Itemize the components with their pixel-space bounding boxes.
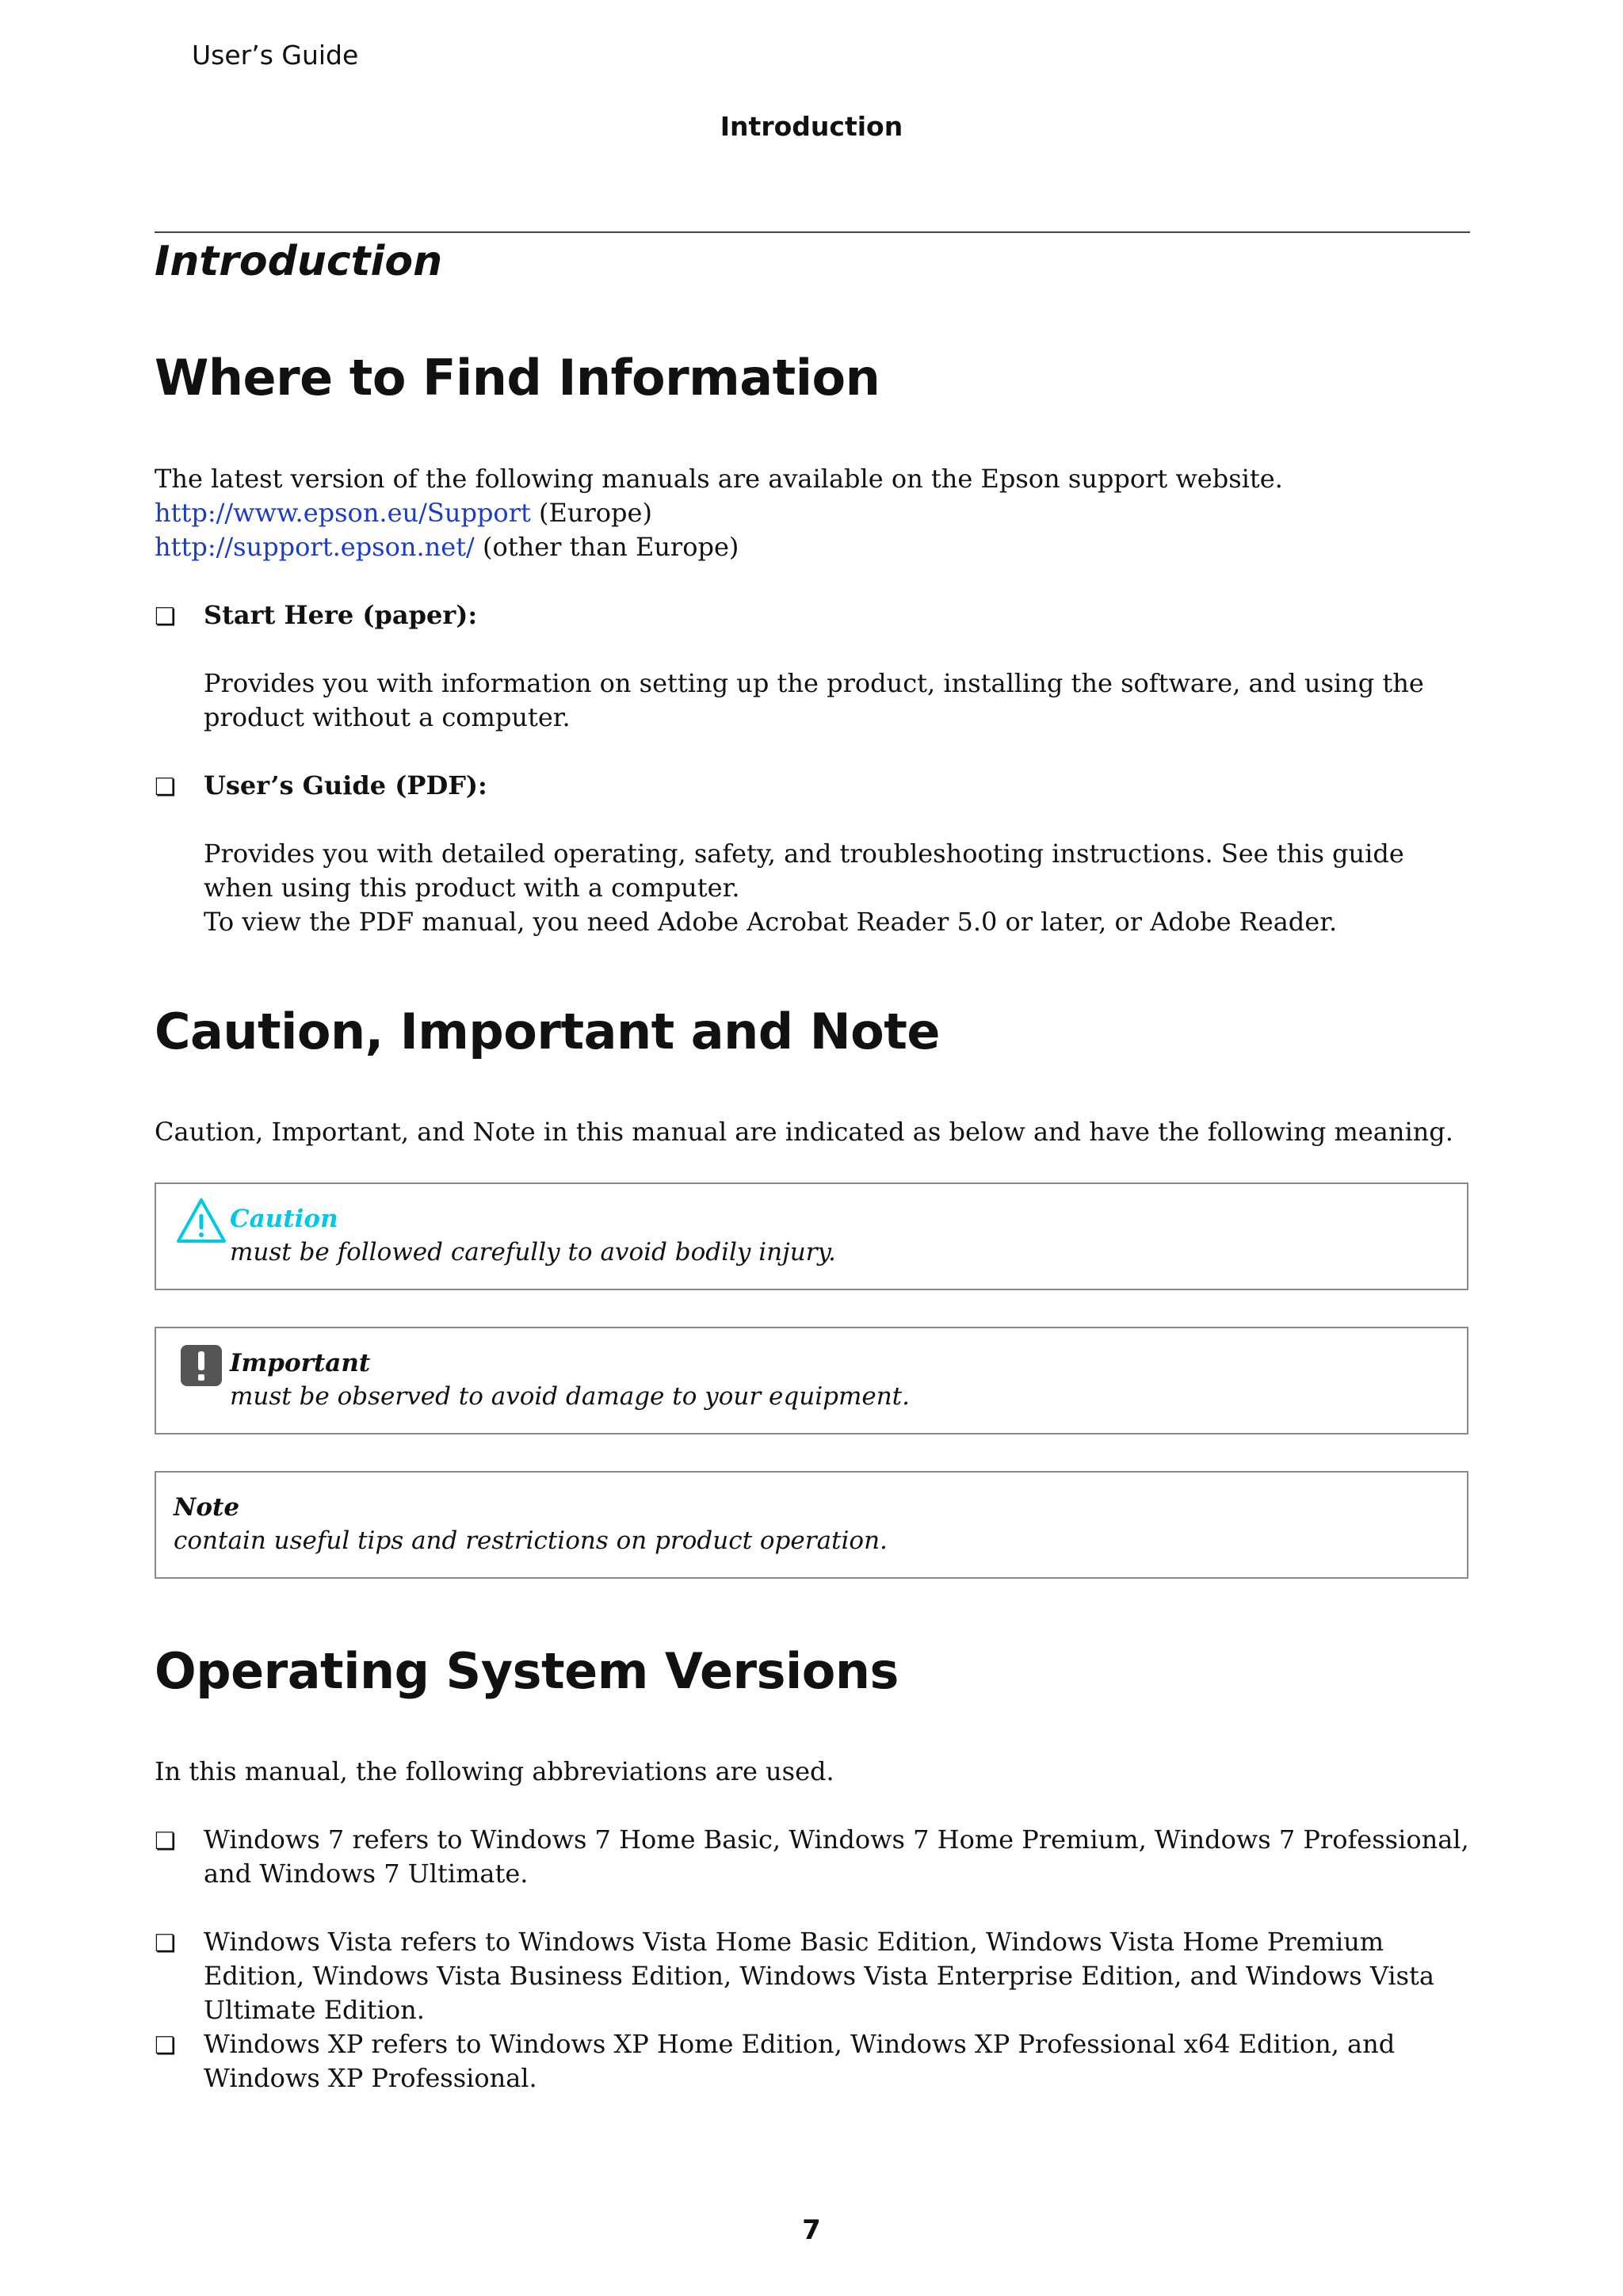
os-item-windows-xp: Windows XP refers to Windows XP Home Edition, Windows XP Professional x64 Edition, and Windows XP Professional. [204,2029,1396,2093]
running-header-title: User’s Guide [192,40,359,71]
checkbox-bullet-icon: ❏ [155,1828,176,1855]
exclamation-icon [180,1344,223,1387]
caution-title: Caution [230,1205,338,1233]
section-heading-caution: Caution, Important and Note [155,1003,940,1060]
manual-item-desc-users-guide [204,837,1472,939]
manual-item-title-users-guide: User’s Guide (PDF): [204,770,487,800]
link-europe-suffix: (Europe) [530,498,652,528]
manual-item-title-start-here: Start Here (paper): [204,600,478,630]
manual-item-desc-users-guide-line1: Provides you with detailed operating, safety, and troubleshooting instructions. See this guide when using this product with a computer. [204,839,1404,903]
manual-item-desc-start-here: Provides you with information on setting up the product, installing the software, and using the product without a computer. [204,668,1424,732]
note-body: contain useful tips and restrictions on product operation. [174,1526,888,1555]
link-other-suffix: (other than Europe) [474,532,739,562]
warning-triangle-icon [175,1197,227,1244]
link-epson-net[interactable]: http://support.epson.net/ [155,532,475,562]
running-header-chapter: Introduction [720,111,903,142]
link-row-europe [155,496,1470,530]
os-item-windows-vista: Windows Vista refers to Windows Vista Home Basic Edition, Windows Vista Home Premium Edition, Windows Vista Business Edition, Windows Vista Enterprise Edition, and Windows Vista Ultimate Edition. [204,1927,1434,2025]
caution-body: must be followed carefully to avoid bodily injury. [230,1238,836,1266]
where-intro [155,462,1470,564]
caution-box [155,1182,1468,1290]
note-title: Note [174,1493,240,1522]
section-heading-os: Operating System Versions [155,1642,899,1700]
caution-intro: Caution, Important, and Note in this manual are indicated as below and have the following meaning. [155,1117,1453,1147]
chapter-rule [155,231,1470,233]
important-title: Important [230,1349,371,1377]
note-box [155,1471,1468,1579]
manual-item-desc-users-guide-line2: To view the PDF manual, you need Adobe Acrobat Reader 5.0 or later, or Adobe Reader. [204,907,1338,937]
link-row-other [155,530,1470,564]
important-body: must be observed to avoid damage to your equipment. [230,1382,910,1411]
important-box [155,1327,1468,1435]
checkbox-bullet-icon: ❏ [155,603,176,631]
where-intro-text: The latest version of the following manuals are available on the Epson support website. [155,464,1283,494]
os-item-windows-7: Windows 7 refers to Windows 7 Home Basic, Windows 7 Home Premium, Windows 7 Professional, and Windows 7 Ultimate. [204,1824,1469,1889]
page-number: 7 [802,2214,821,2246]
os-intro: In this manual, the following abbreviations are used. [155,1756,834,1786]
checkbox-bullet-icon: ❏ [155,2032,176,2060]
link-epson-eu[interactable]: http://www.epson.eu/Support [155,498,531,528]
checkbox-bullet-icon: ❏ [155,774,176,801]
chapter-heading: Introduction [155,238,443,285]
checkbox-bullet-icon: ❏ [155,1930,176,1958]
section-heading-where: Where to Find Information [155,349,880,407]
